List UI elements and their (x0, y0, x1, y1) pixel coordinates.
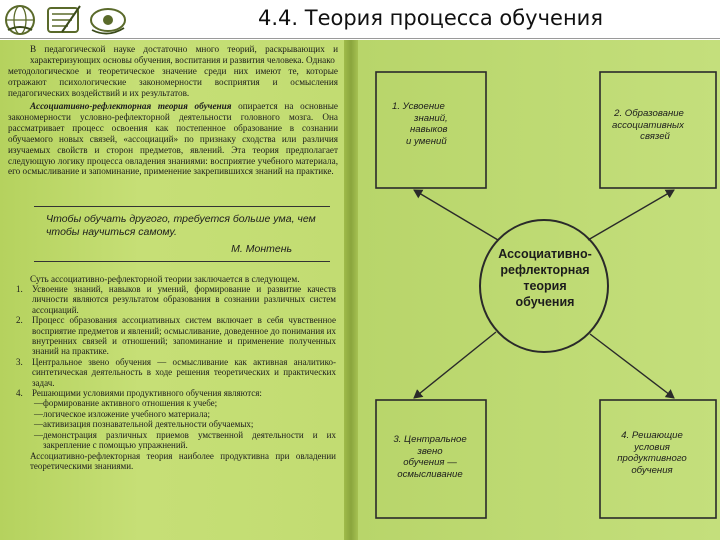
list-item: 2. Процесс образования ассоциативных систем включает в себя чувственное восприятие предметов и явлений; осмысливание, доведенное до понимания их внутренних связей и отношений; запоминание и применение полученных знаний на практике. (16, 315, 336, 357)
intro-line-1: В педагогической науке достаточно много теорий, раскрывающих и характеризующих основы обучения, воспитания и развития человека. Однако (30, 44, 338, 65)
page-title: 4.4. Теория процесса обучения (258, 6, 603, 30)
quote-text: Чтобы обучать другого, требуется больше ума, чем чтобы научиться самому. (46, 213, 316, 238)
quote-author: М. Монтень (231, 243, 292, 255)
box-3-text: 3. Центральное звено обучения — осмысливание (393, 434, 467, 480)
box-4-text: 4. Решающие условия продуктивного обучения (617, 430, 687, 476)
closing-line (16, 451, 336, 472)
slide-header (0, 0, 720, 40)
conditions-list (16, 398, 336, 450)
book-gutter (344, 40, 358, 540)
sub-list-item: — активизация познавательной деятельности обучаемых; (34, 419, 336, 429)
sub-list-item: — демонстрация различных приемов умственной деятельности и их закрепление с помощью упражнений. (34, 430, 336, 451)
center-label: Ассоциативно- рефлекторная теория обучения (498, 247, 592, 309)
essence-intro: Суть ассоциативно-рефлекторной теории заключается в следующем. (30, 274, 300, 284)
sub-list-item: — формирование активного отношения к учебе; (34, 398, 336, 408)
essence-list (16, 284, 336, 471)
sub-list-wrap (16, 398, 336, 450)
arrow-to-box-3 (414, 332, 496, 398)
list-item: 4. Решающими условиями продуктивного обучения являются: (16, 388, 262, 399)
theory-text: опирается на основные закономерности условно-рефлекторной деятельности головного мозга. Она рассматривает процесс освоения как постепенное образование в сознании обучаемого новых связей, «ассоциаций» по признаку сходства или различия изучаемых свойств и сторон предметов, явлений. Эта теория предполагает следующую логику процесса овладения знаниями: восприятие учебного материала, его осмысливание и запоминание, применение закрепившихся знаний на практике. (8, 101, 338, 177)
logo-icons (2, 2, 130, 38)
intro-paragraph (8, 44, 338, 99)
arrow-to-box-2 (588, 190, 674, 240)
eye-icon (91, 9, 125, 34)
pen-scroll-icon (48, 6, 80, 32)
arrow-to-box-1 (414, 190, 498, 240)
theory-lead: Ассоциативно-рефлекторная теория обучения (30, 101, 232, 111)
intro-line-2: методологическое и теоретическое значение среди них имеют те, которые отражают психологические закономерности восприятия и осмысления педагогических воздействий и их результатов. (8, 65, 338, 98)
title-divider (0, 38, 720, 39)
epigraph-quote (34, 206, 330, 262)
sub-list-item: — логическое изложение учебного материала; (34, 409, 336, 419)
box-1-text: 1. Усвоение знаний, навыков и умений (392, 101, 448, 147)
arrow-to-box-4 (590, 334, 674, 398)
list-item: 3. Центральное звено обучения — осмысливание как активная аналитико-синтетическая деятельность в ходе решения теоретических и практических задач. (16, 356, 336, 388)
globe-book-icon (6, 6, 34, 34)
theory-paragraph (8, 101, 338, 177)
closing-text: Ассоциативно-рефлекторная теория наиболее продуктивна при овладении теоретическими знаниями. (30, 450, 336, 471)
list-item: 1. Усвоение знаний, навыков и умений, формирование и развитие качеств личности являются результатом образования в сознании различных систем ассоциаций. (16, 284, 336, 315)
box-2-text: 2. Образование ассоциативных связей (612, 108, 684, 142)
